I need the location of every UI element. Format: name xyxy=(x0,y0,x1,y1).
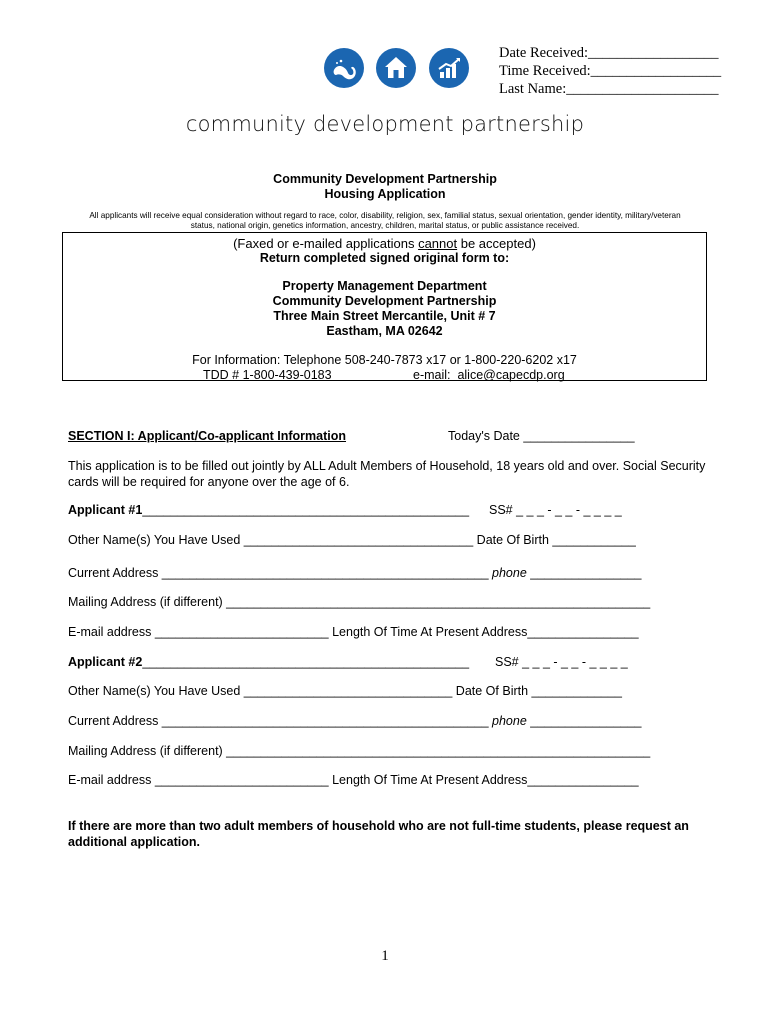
page-number: 1 xyxy=(381,948,389,964)
section-title: SECTION I: Applicant/Co-applicant Information xyxy=(68,429,347,443)
submission-info-box xyxy=(62,232,707,381)
bar-chart-icon xyxy=(429,48,469,88)
faxed-notice: (Faxed or e-mailed applications cannot be accepted) xyxy=(233,236,536,251)
house-icon xyxy=(376,48,416,88)
additional-application-note: If there are more than two adult members of household who are not full-time students, please request an additional application. xyxy=(68,819,689,849)
applicant2-name-field: Applicant #2_______________________________________________ xyxy=(68,655,470,669)
org-logo-text: community development partnership xyxy=(185,112,585,136)
applicant2-email-field: E-mail address _________________________ Length Of Time At Present Address________________ xyxy=(68,773,639,787)
applicant2-address-field: Current Address _______________________________________________ phone ________________ xyxy=(68,714,642,728)
applicant2-ssn-field: SS# _ _ _ - _ _ - _ _ _ _ xyxy=(495,655,628,669)
street-address: Three Main Street Mercantile, Unit # 7 xyxy=(273,309,496,323)
applicant1-address-field: Current Address _______________________________________________ phone ________________ xyxy=(68,566,642,580)
applicant2-other-names-field: Other Name(s) You Have Used ______________________________ Date Of Birth _____________ xyxy=(68,684,622,698)
last-name-field: Last Name:_____________________ xyxy=(499,81,719,97)
applicant1-name-field: Applicant #1_______________________________________________ xyxy=(68,503,470,517)
return-instructions: Return completed signed original form to: xyxy=(259,251,510,265)
city-address: Eastham, MA 02642 xyxy=(326,324,443,338)
time-received-field: Time Received:__________________ xyxy=(499,63,722,79)
department-name: Property Management Department xyxy=(282,279,487,293)
tdd-number: TDD # 1-800-439-0183 xyxy=(203,368,332,382)
date-received-field: Date Received:__________________ xyxy=(499,45,719,61)
applicant1-mailing-field: Mailing Address (if different) _____________________________________________________________ xyxy=(68,595,651,609)
applicant1-ssn-field: SS# _ _ _ - _ _ - _ _ _ _ xyxy=(489,503,622,517)
org-name: Community Development Partnership xyxy=(272,294,497,308)
cape-cod-map-icon xyxy=(324,48,364,88)
telephone-info: For Information: Telephone 508-240-7873 x17 or 1-800-220-6202 x17 xyxy=(192,353,577,367)
applicant2-mailing-field: Mailing Address (if different) _____________________________________________________________ xyxy=(68,744,651,758)
todays-date-field: Today's Date ________________ xyxy=(448,429,635,443)
equal-opportunity-line2: status, national origin, genetics information, ancestry, children, marital status, or public assistance received. xyxy=(190,221,580,230)
application-subtitle: Housing Application xyxy=(324,187,446,201)
contact-email: e-mail: alice@capecdp.org xyxy=(413,368,565,382)
applicant1-email-field: E-mail address _________________________ Length Of Time At Present Address________________ xyxy=(68,625,639,639)
application-title: Community Development Partnership xyxy=(273,172,497,186)
equal-opportunity-line1: All applicants will receive equal consideration without regard to race, color, disability, religion, sex, familial status, sexual orientation, gender identity, military/veteran xyxy=(89,211,681,220)
section-intro: This application is to be filled out jointly by ALL Adult Members of Household, 18 years old and over. Social Security cards will be required for anyone over the age of 6. xyxy=(68,459,706,489)
applicant1-other-names-field: Other Name(s) You Have Used _________________________________ Date Of Birth ____________ xyxy=(68,533,636,547)
